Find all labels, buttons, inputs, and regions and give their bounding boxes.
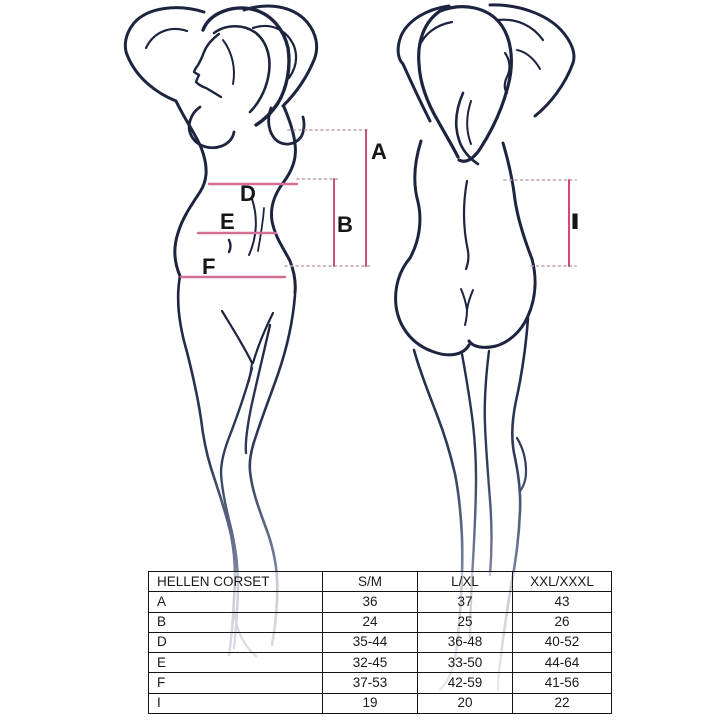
back-right-leg-inner <box>485 351 492 575</box>
back-hair-left <box>419 11 458 157</box>
back-hair-strand-2 <box>467 101 471 144</box>
row-label: B <box>149 612 323 632</box>
back-buttock-right <box>469 259 535 347</box>
cell-value: 36-48 <box>418 632 513 652</box>
front-left-arm <box>125 8 204 101</box>
size-table-product-header: HELLEN CORSET <box>149 572 323 592</box>
measure-lines-horizontal <box>181 181 297 277</box>
back-crack-left <box>461 289 467 310</box>
measure-label-b: B <box>337 212 353 237</box>
size-table-row-d <box>149 632 612 652</box>
cell-value: 19 <box>323 693 418 713</box>
size-table-col-sm: S/M <box>323 572 418 592</box>
cell-value: 36 <box>323 592 418 612</box>
front-hair-inner <box>214 26 270 112</box>
cell-value: 33-50 <box>418 653 513 673</box>
size-table-row-e <box>149 653 612 673</box>
front-left-breast <box>189 107 234 148</box>
size-table-container <box>148 571 611 714</box>
size-table-col-xxl: XXL/XXXL <box>513 572 612 592</box>
front-belly-line <box>249 199 256 255</box>
row-label: E <box>149 653 323 673</box>
back-left-arm <box>398 6 449 121</box>
cell-value: 42-59 <box>418 673 513 693</box>
back-hair-right <box>440 7 511 162</box>
cell-value: 22 <box>513 693 612 713</box>
size-table-row-b <box>149 612 612 632</box>
cell-value: 25 <box>418 612 513 632</box>
measure-label-a: A <box>371 139 387 164</box>
size-table-row-a <box>149 592 612 612</box>
cell-value: 37-53 <box>323 673 418 693</box>
back-torso-right <box>503 143 532 259</box>
cell-value: 32-45 <box>323 653 418 673</box>
cell-value: 43 <box>513 592 612 612</box>
front-navel <box>229 240 231 252</box>
cell-value: 44-64 <box>513 653 612 673</box>
front-hair-strand <box>223 40 234 84</box>
size-table-row-f <box>149 673 612 693</box>
cell-value: 41-56 <box>513 673 612 693</box>
cell-value: 26 <box>513 612 612 632</box>
back-crack-right <box>467 290 473 310</box>
figure-front <box>125 6 316 656</box>
back-torso-left <box>410 141 421 258</box>
size-table-row-i <box>149 693 612 713</box>
measure-label-e: E <box>220 209 235 234</box>
cell-value: 40-52 <box>513 632 612 652</box>
cell-value: 35-44 <box>323 632 418 652</box>
row-label: D <box>149 632 323 652</box>
back-crack-stem <box>465 310 467 325</box>
front-bikini-left <box>222 311 252 363</box>
front-right-arm <box>244 6 317 106</box>
cell-value: 20 <box>418 693 513 713</box>
row-label: F <box>149 673 323 693</box>
row-label: I <box>149 693 323 713</box>
back-buttock-left <box>396 258 469 355</box>
measure-label-d: D <box>240 181 256 206</box>
row-label: A <box>149 592 323 612</box>
front-belly-side <box>258 208 264 251</box>
cell-value: 37 <box>418 592 513 612</box>
front-left-arm-inner <box>146 29 187 48</box>
measure-label-i: I <box>570 209 580 234</box>
front-torso-left <box>175 101 206 276</box>
front-face-profile <box>194 34 221 97</box>
front-hair-outer <box>203 8 289 125</box>
size-table <box>148 571 612 714</box>
dotted-guides <box>285 130 576 266</box>
measure-lines-vertical <box>334 130 366 266</box>
cell-value: 24 <box>323 612 418 632</box>
front-torso-right <box>271 107 295 293</box>
size-table-col-lxl: L/XL <box>418 572 513 592</box>
back-spine <box>464 181 468 269</box>
back-right-forearm <box>517 50 540 69</box>
size-table-header-row <box>149 572 612 592</box>
measure-label-f: F <box>202 254 216 279</box>
